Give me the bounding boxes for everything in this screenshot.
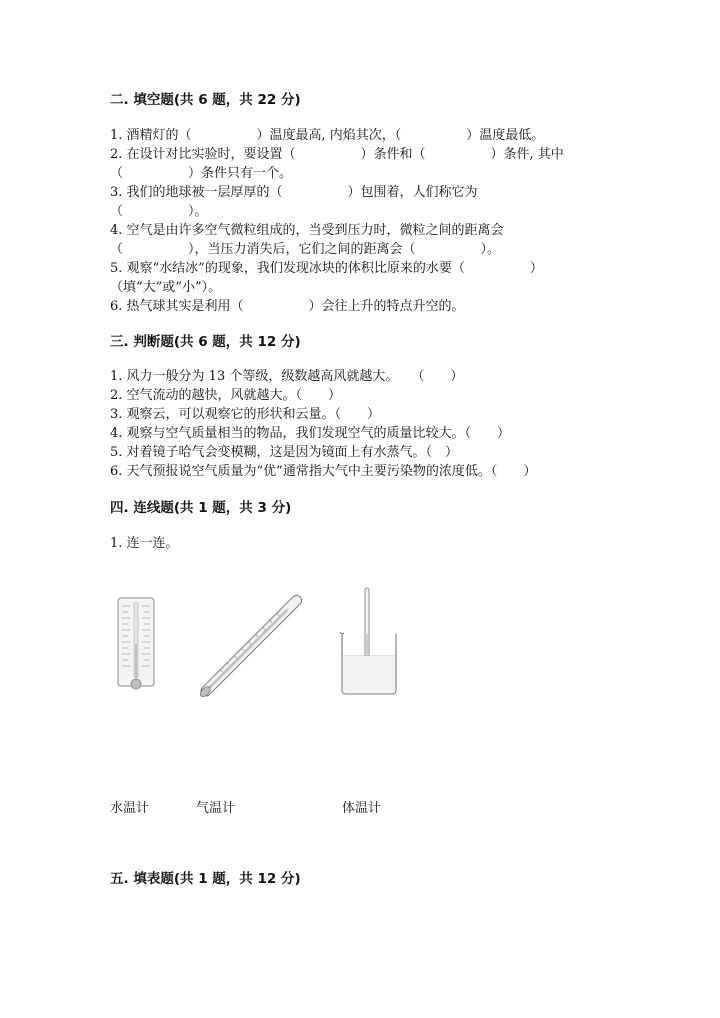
fill-line-5: （ ）。 — [110, 204, 208, 219]
fill-line-4: 3. 我们的地球被一层厚厚的（ ）包围着，人们称它为 — [110, 185, 478, 200]
judge-line-6: 6. 天气预报说空气质量为“优”通常指大气中主要污染物的浓度低。（ ） — [110, 464, 537, 479]
judge-line-5: 5. 对着镜子哈气会变模糊，这是因为镜面上有水蒸气。（ ） — [110, 445, 459, 460]
clinical-thermometer-icon — [194, 590, 310, 700]
fill-line-3: （ ）条件只有一个。 — [110, 166, 293, 181]
fill-line-9: （填“大”或“小”）。 — [110, 280, 222, 295]
judge-line-4: 4. 观察与空气质量相当的物品，我们发现空气的质量比较大。（ ） — [110, 426, 511, 441]
fill-line-2: 2. 在设计对比实验时，要设置（ ）条件和（ ）条件, 其中 — [110, 147, 564, 162]
fill-line-8: 5. 观察“水结冰”的现象，我们发现冰块的体积比原来的水要（ ） — [110, 261, 543, 276]
wall-thermometer-icon — [112, 592, 160, 696]
beaker-thermometer-icon — [336, 586, 402, 698]
label-air-thermometer: 气温计 — [196, 801, 236, 816]
match-question: 1. 连一连。 — [110, 536, 179, 551]
section-5-heading: 五. 填表题(共 1 题，共 12 分) — [110, 871, 301, 887]
judge-line-1: 1. 风力一般分为 13 个等级，级数越高风就越大。 （ ） — [110, 369, 464, 384]
fill-line-7: （ ），当压力消失后，它们之间的距离会（ ）。 — [110, 242, 501, 257]
fill-line-10: 6. 热气球其实是利用（ ）会往上升的特点升空的。 — [110, 299, 465, 314]
fill-line-6: 4. 空气是由许多空气微粒组成的，当受到压力时，微粒之间的距离会 — [110, 223, 504, 238]
label-body-thermometer: 体温计 — [342, 801, 382, 816]
label-water-thermometer: 水温计 — [110, 801, 150, 816]
judge-line-2: 2. 空气流动的越快，风就越大。（ ） — [110, 388, 342, 403]
section-4-heading: 四. 连线题(共 1 题，共 3 分) — [110, 500, 292, 516]
judge-line-3: 3. 观察云，可以观察它的形状和云量。（ ） — [110, 407, 381, 422]
section-2-heading: 二. 填空题(共 6 题，共 22 分) — [110, 92, 301, 108]
fill-line-1: 1. 酒精灯的（ ）温度最高, 内焰其次，（ ）温度最低。 — [110, 128, 545, 143]
section-3-heading: 三. 判断题(共 6 题，共 12 分) — [110, 334, 301, 350]
